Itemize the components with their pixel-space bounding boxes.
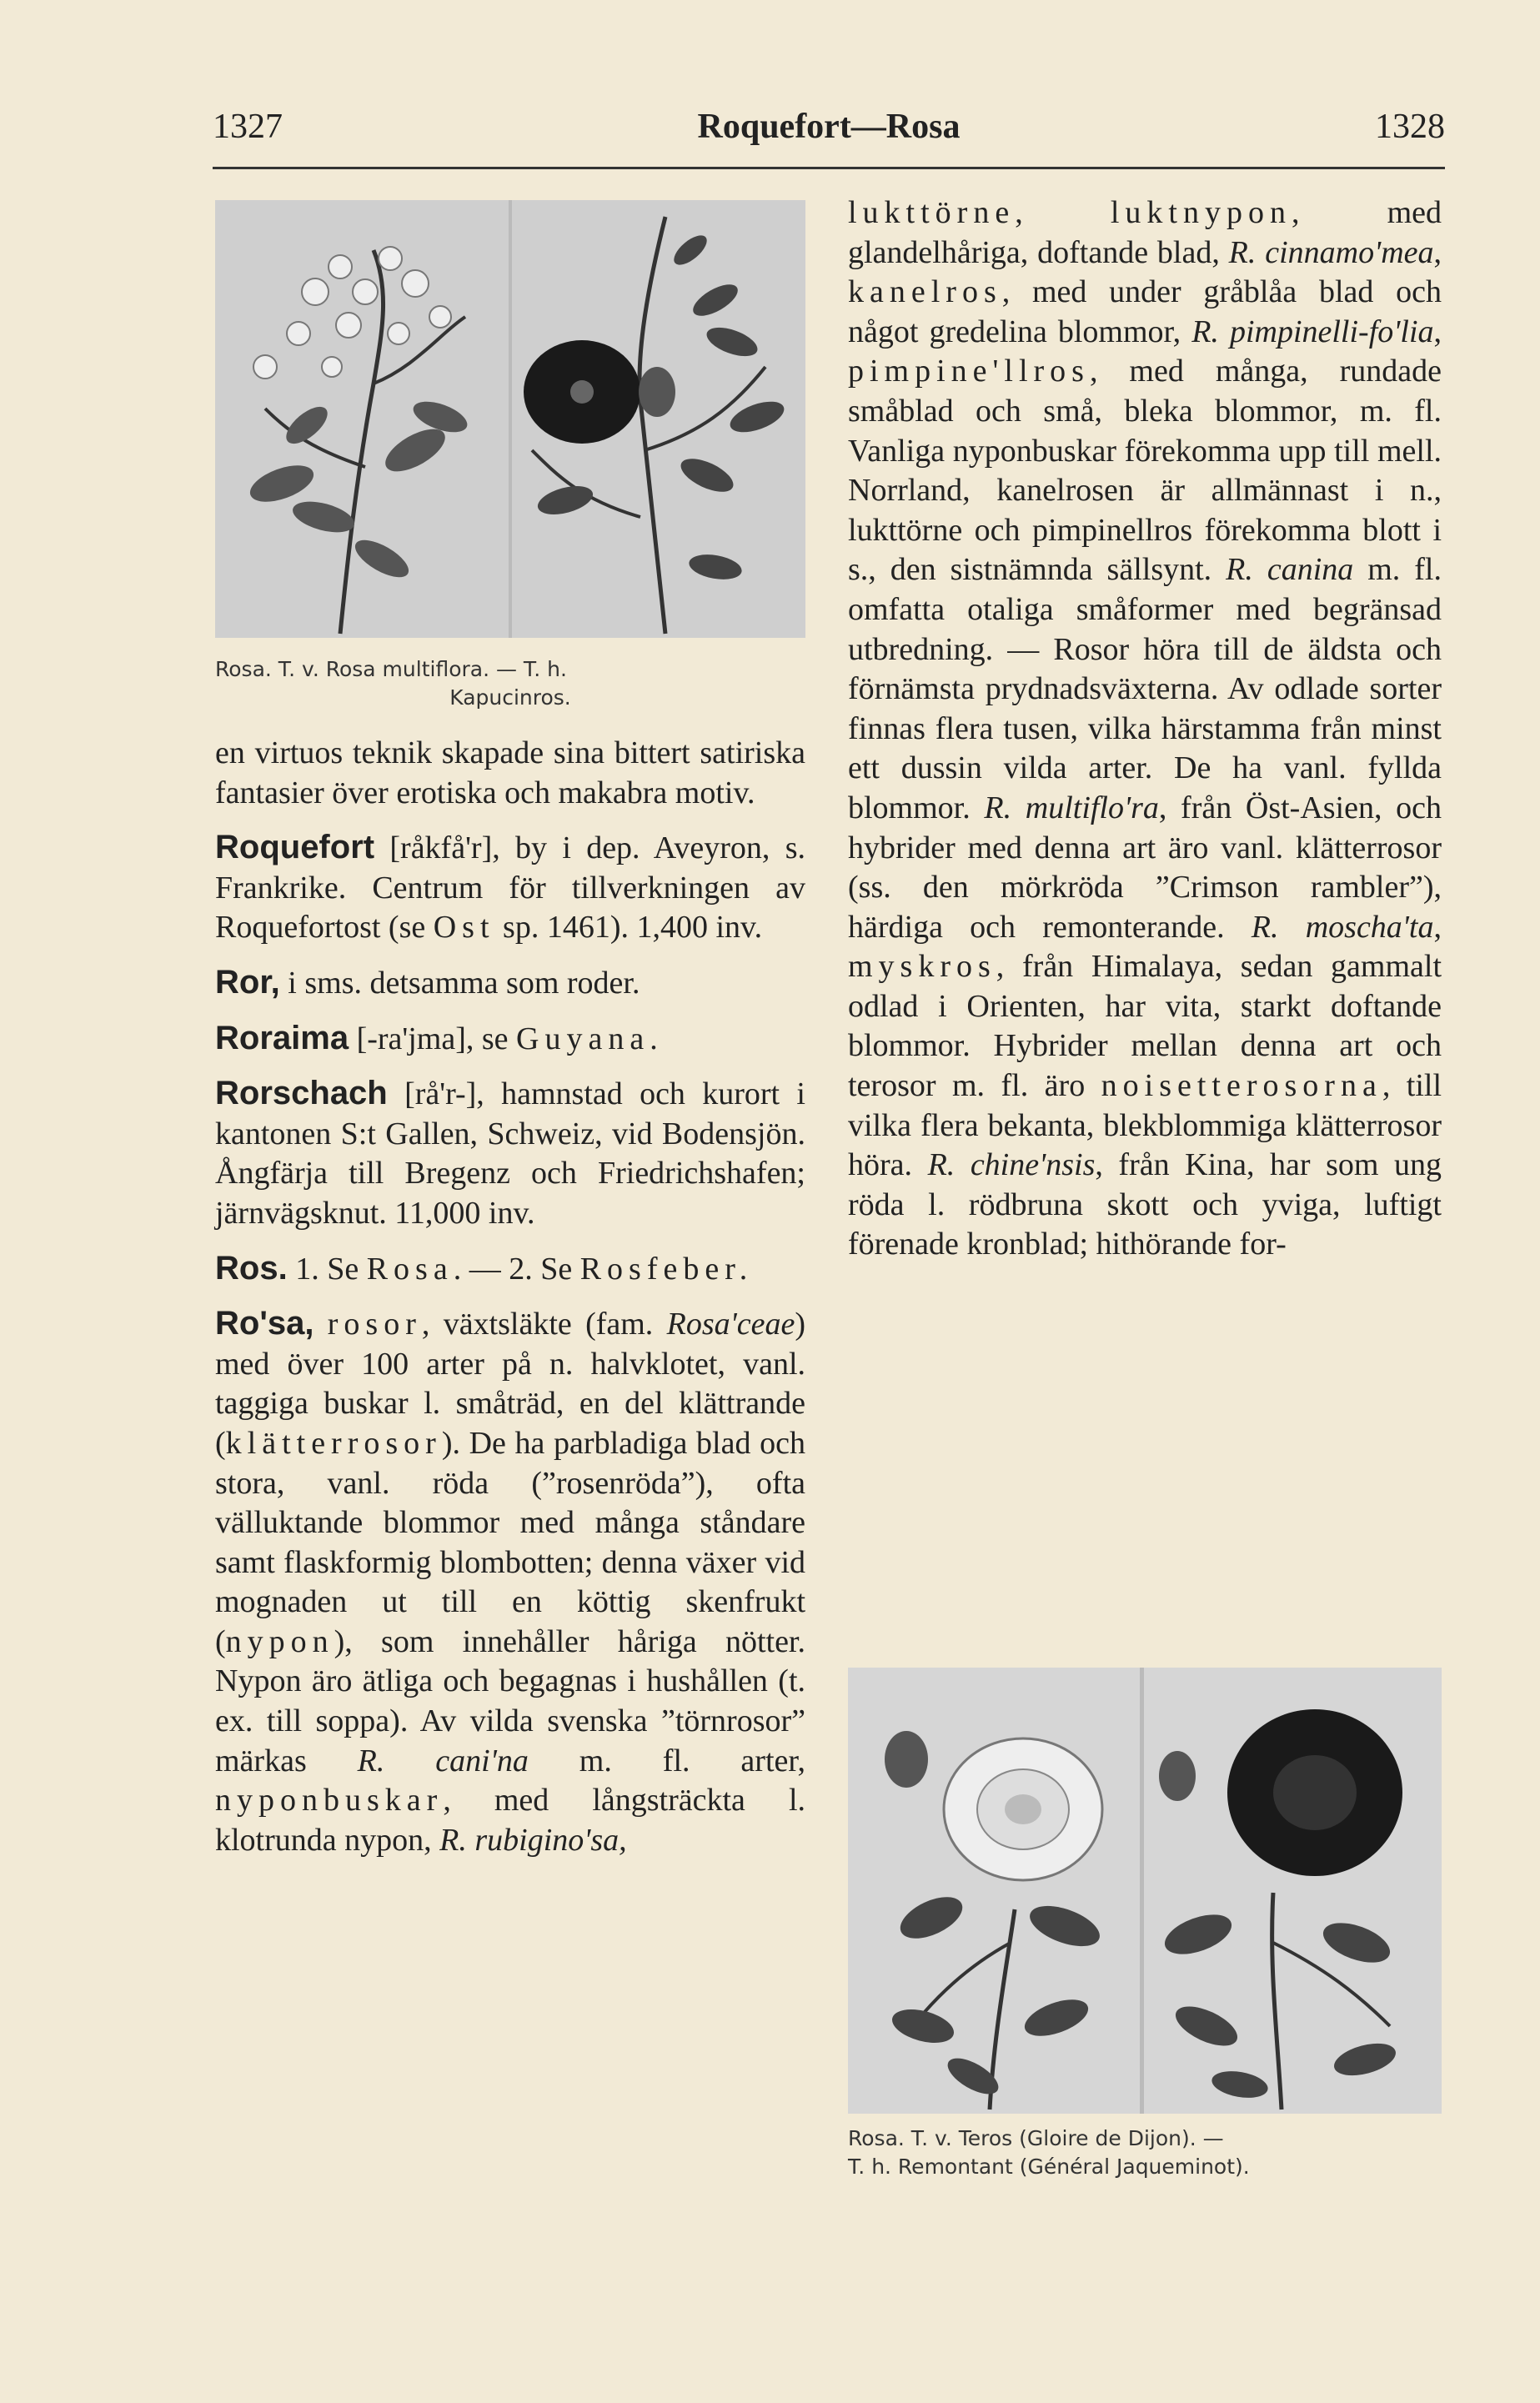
cross-reference-guyana: Guyana. xyxy=(516,1021,664,1056)
text-r1: , xyxy=(1015,195,1111,230)
headword-roraima: Roraima xyxy=(215,1019,349,1056)
text-r11: , till vilka flera bekanta, blekblommiga klätterrosor höra. xyxy=(848,1068,1442,1183)
entry-ror xyxy=(215,963,805,1004)
text-r2: , med glandelhåriga, doftande blad, xyxy=(848,195,1442,270)
term-r-cinnamomea: R. cinnamo'mea xyxy=(1228,234,1434,270)
right-column xyxy=(848,193,1442,1265)
header-rule xyxy=(213,167,1445,169)
term-myskros: myskros xyxy=(848,949,996,985)
text-r7: m. fl. omfatta otaliga småformer med begränsad utbredning. — Rosor höra till de äldsta och förnämsta prydnadsväxterna. Av odlade sorter finnas flera tusen, vilka härstamma från minst ett dussin vilda arter. De ha vanl. fyllda blommor. xyxy=(848,552,1442,825)
term-pimpinellros: pimpine'llros xyxy=(848,354,1090,389)
entry-rosa-text-2: ) med över 100 arter på n. halvklotet, vanl. taggiga buskar l. småträd, en del klättrande ( xyxy=(215,1307,806,1461)
entry-ros xyxy=(215,1249,805,1290)
teros-remontant-illustration xyxy=(848,1668,1442,2114)
entry-rosa xyxy=(215,1304,805,1860)
term-noisetterosorna: noisetterosorna xyxy=(1101,1068,1382,1104)
term-rosaceae: Rosa'ceae xyxy=(666,1307,795,1342)
term-r-canina-2: R. canina xyxy=(1226,552,1354,588)
rosa-entry-continuation xyxy=(848,193,1442,1265)
term-nypon: nypon xyxy=(225,1623,334,1659)
term-nyponbuskar: nyponbuskar xyxy=(215,1783,444,1819)
entry-roquefort-text: [råkfå'r], by i dep. Aveyron, s. Frankrike. Centrum för tillverkningen av Roquefortost (se xyxy=(215,830,805,946)
cross-reference-ost: Ost xyxy=(433,910,495,946)
headword-rosa: Ro'sa, xyxy=(215,1305,314,1342)
term-luktnypon: luktnypon xyxy=(1110,195,1292,230)
text-r4: , med under gråblåa blad och något gredelina blommor, xyxy=(848,274,1442,349)
headword-rorschach: Rorschach xyxy=(215,1075,388,1112)
text-r10: , från Himalaya, sedan gammalt odlad i Orienten, har vita, starkt doftande blommor. Hybrider mellan denna art och terosor m. fl. äro xyxy=(848,949,1442,1104)
continuation-text: en virtuos teknik skapade sina bittert satiriska fantasier över erotiska och makabra motiv. xyxy=(215,735,805,810)
figure-caption-bottom-line2: T. h. Remontant (Général Jaqueminot). xyxy=(848,2155,1250,2179)
text-r8: , från Öst-Asien, och hybrider med denna art äro vanl. klätterrosor (ss. den mörkröda ”Crimson rambler”), härdiga och remonterande. xyxy=(848,790,1442,945)
term-r-multiflora: R. multiflo'ra xyxy=(984,790,1159,825)
term-r-canina: R. cani'na xyxy=(357,1743,529,1778)
entry-rorschach xyxy=(215,1074,805,1233)
text-r3: , xyxy=(1433,234,1442,270)
term-lukttorne: lukttörne xyxy=(848,195,1016,230)
page-number-left: 1327 xyxy=(213,108,283,146)
entry-rosa-text-6: , med långsträckta l. klotrunda nypon, xyxy=(215,1783,805,1858)
entry-ros-text: 1. Se xyxy=(287,1251,367,1287)
entry-rosa-text-3: ). De ha parbladiga blad och stora, vanl. röda (”rosenröda”), ofta välluktande blommor med många ståndare samt flaskformig blombotten; denna växer vid mognaden ut till en köttig skenfrukt ( xyxy=(215,1425,805,1659)
term-kanelros: kanelros xyxy=(848,274,1002,310)
page-number-right: 1328 xyxy=(1375,108,1445,146)
page-header xyxy=(213,107,1445,157)
headword-roquefort: Roquefort xyxy=(215,829,375,866)
term-r-rubiginosa: R. rubigino'sa, xyxy=(439,1822,627,1858)
text-r6: , med många, rundade småblad och små, bleka blommor, m. fl. Vanliga nyponbuskar förekomma upp till mell. Norrland, kanelrosen är allmännast i n., lukttörne och pimpinellros förekomma blott i s., den sistnämnda sällsynt. xyxy=(848,354,1442,588)
term-r-moschata: R. moscha'ta xyxy=(1251,909,1434,945)
entry-rorschach-text: [rå'r-], hamnstad och kurort i kantonen S:t Gallen, Schweiz, vid Bodensjön. Ångfärja till Bregenz och Friedrichshafen; järnvägsknut. 11,000 inv. xyxy=(215,1076,805,1231)
headword-ror: Ror, xyxy=(215,963,280,1001)
text-r9: , xyxy=(1433,909,1442,945)
entry-roraima-text: [-ra'jma], se xyxy=(349,1021,517,1056)
text-r12: , från Kina, har som ung röda l. rödbruna skott och yviga, luftigt förenade kronblad; hithörande for- xyxy=(848,1147,1442,1262)
entry-rosa-text-5: m. fl. arter, xyxy=(528,1743,806,1778)
left-column xyxy=(215,734,805,1860)
term-r-chinensis: R. chine'nsis xyxy=(927,1147,1096,1183)
running-title: Roquefort—Rosa xyxy=(697,108,961,146)
headword-ros: Ros. xyxy=(215,1249,288,1287)
cross-reference-rosa: Rosa xyxy=(366,1251,454,1287)
figure-caption-bottom xyxy=(848,2125,1448,2181)
term-r-pimpinellifolia: R. pimpinelli-fo'lia xyxy=(1191,314,1434,349)
entry-ror-text: i sms. detsamma som roder. xyxy=(279,965,640,1001)
figure-caption-top-line2: Kapucinros. xyxy=(449,685,571,710)
entry-ros-text-2: . — 2. Se xyxy=(453,1251,580,1287)
term-rosor: rosor xyxy=(327,1307,422,1342)
text-r5: , xyxy=(1433,314,1442,349)
entry-roquefort xyxy=(215,828,805,948)
entry-roquefort-text-2: sp. 1461). 1,400 inv. xyxy=(494,910,763,946)
entry-roraima xyxy=(215,1019,805,1060)
entry-rosa-text-1: , växtsläkte (fam. xyxy=(421,1307,667,1342)
figure-caption-bottom-line1: Rosa. T. v. Teros (Gloire de Dijon). — xyxy=(848,2126,1224,2150)
entry-rosa-text-4: ), som innehåller håriga nötter. Nypon äro ätliga och begagnas i hushållen (t. ex. till soppa). Av vilda svenska ”törnrosor” märkas xyxy=(215,1623,805,1778)
figure-caption-top xyxy=(215,655,805,712)
cross-reference-rosfeber: Rosfeber. xyxy=(579,1251,754,1287)
rosa-multiflora-kapucinros-illustration xyxy=(215,200,805,638)
figure-caption-top-line1: Rosa. T. v. Rosa multiflora. — T. h. xyxy=(215,657,567,681)
term-klatterrosor: klätterrosor xyxy=(225,1425,442,1461)
